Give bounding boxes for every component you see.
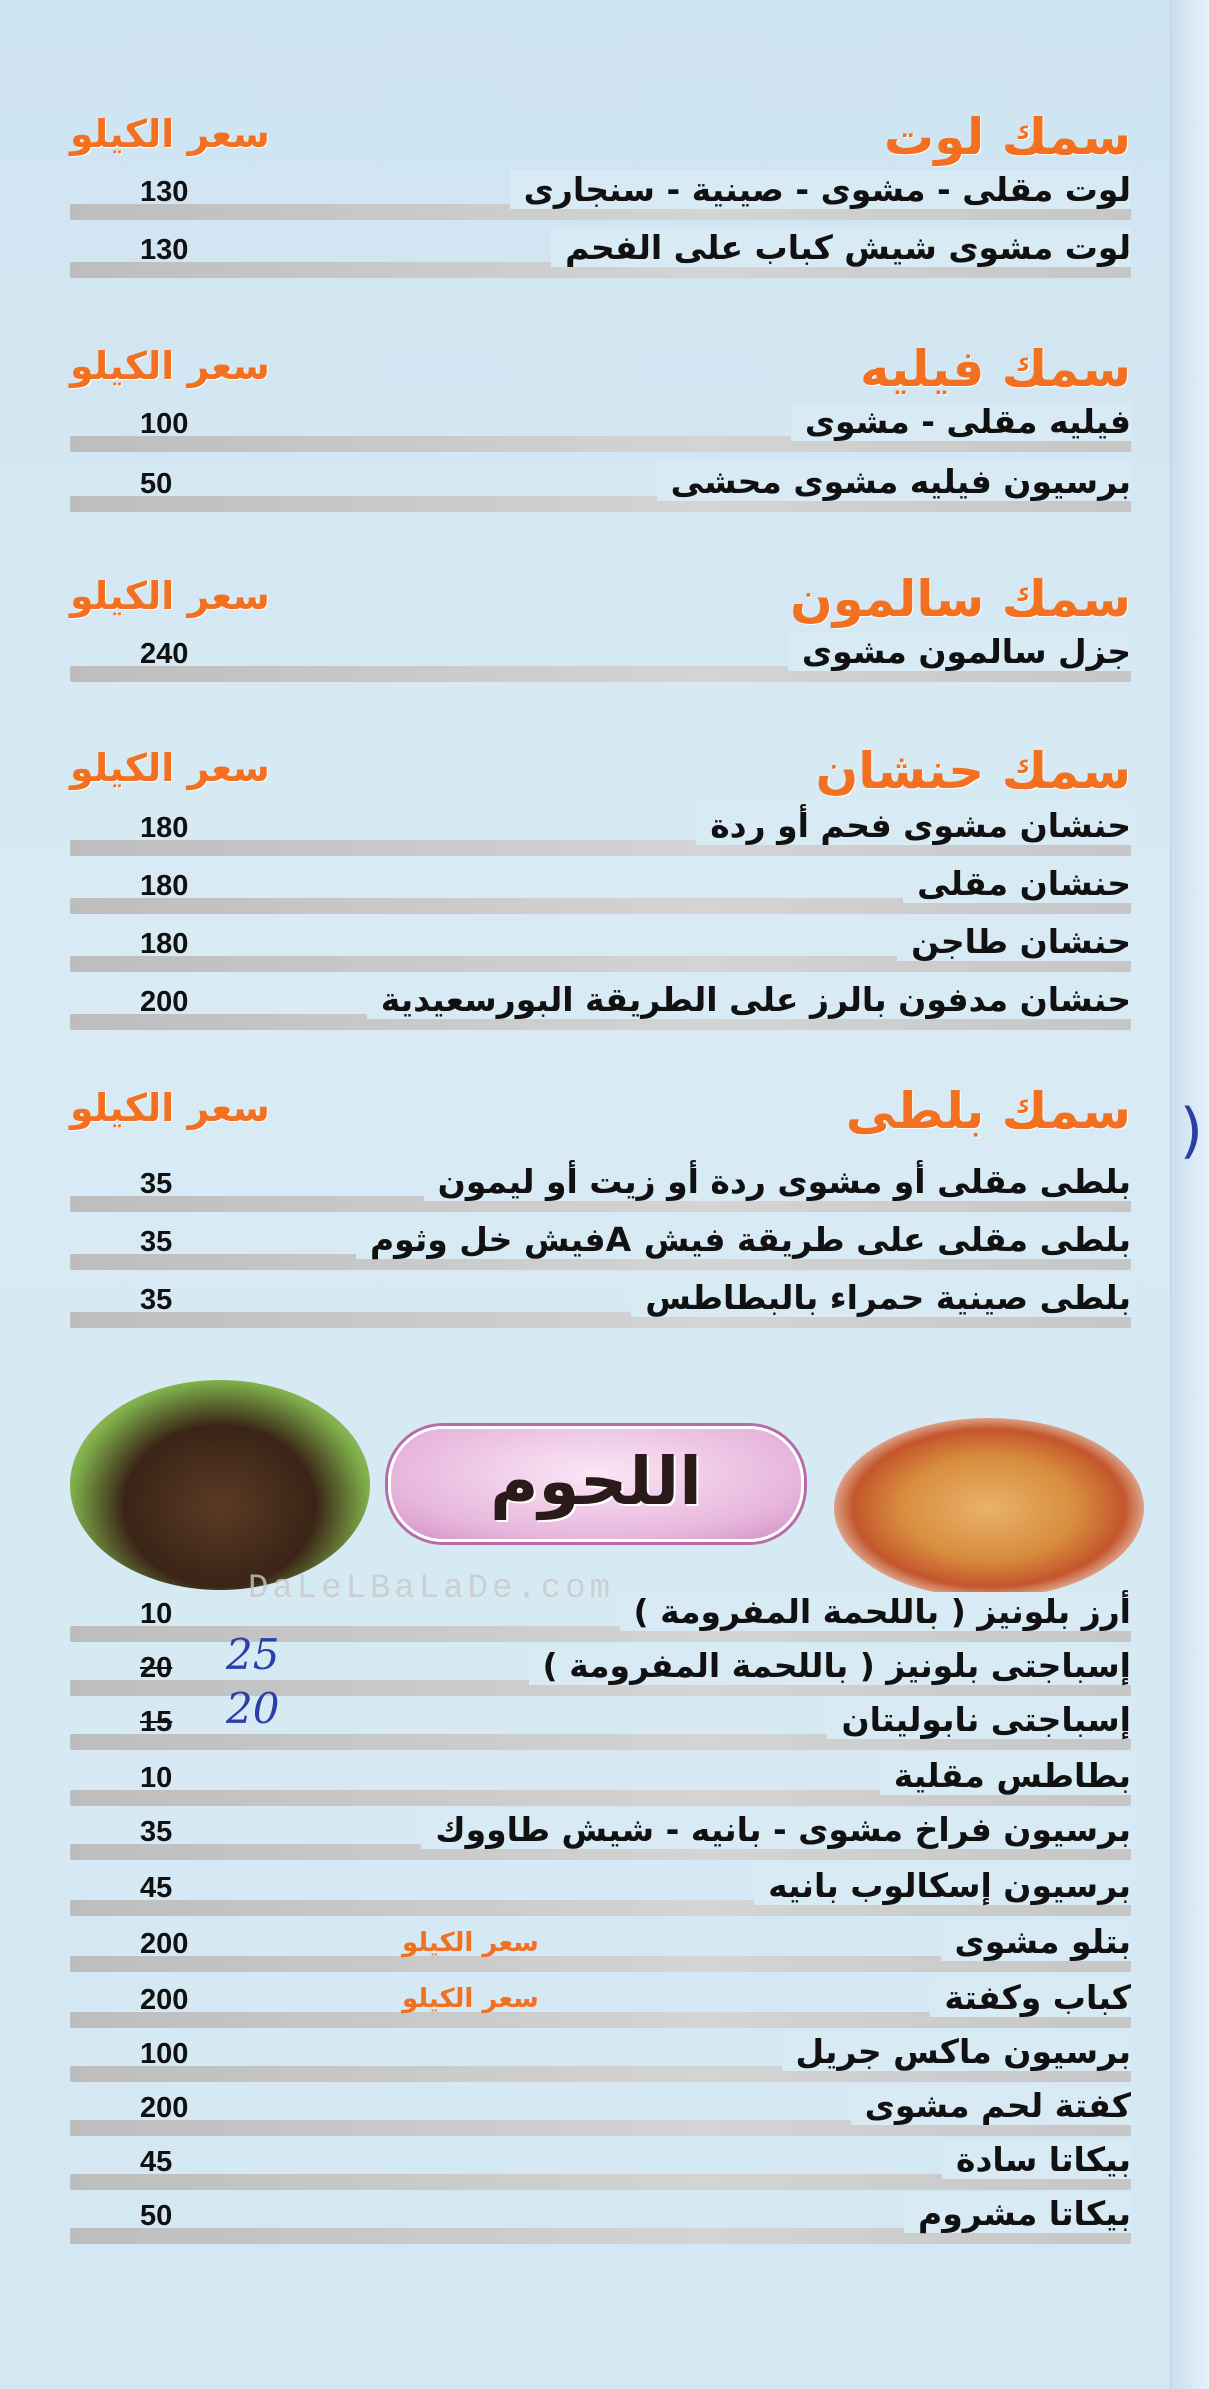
item-name: إسباجتى بلونيز ( باللحمة المفرومة ) [529, 1646, 1131, 1685]
item-price: 20 [140, 1652, 173, 1684]
menu-item [70, 632, 1131, 686]
item-price: 100 [140, 408, 189, 440]
item-price: 100 [140, 2038, 189, 2070]
meat-menu-item [70, 1866, 1131, 1920]
pen-margin-mark: ) [1179, 1096, 1203, 1166]
meat-menu-item [70, 1922, 1131, 1976]
item-price: 35 [140, 1816, 173, 1848]
menu-item [70, 402, 1131, 456]
item-price: 180 [140, 812, 189, 844]
item-price: 130 [140, 234, 189, 266]
item-price: 240 [140, 638, 189, 670]
item-price: 50 [140, 468, 173, 500]
item-price: 35 [140, 1168, 173, 1200]
section-header [70, 108, 1131, 178]
item-name: برسيون إسكالوب بانيه [754, 1866, 1131, 1905]
item-price: 45 [140, 1872, 173, 1904]
item-price: 200 [140, 1928, 189, 1960]
page-edge-strip [1170, 0, 1209, 2389]
item-name: برسيون ماكس جريل [782, 2032, 1132, 2071]
menu-item [70, 1220, 1131, 1274]
item-price: 180 [140, 870, 189, 902]
price-per-kilo-label: سعر الكيلو [70, 746, 270, 790]
item-name: بلطى مقلى أو مشوى ردة أو زيت أو ليمون [424, 1162, 1131, 1201]
section-header [70, 340, 1131, 410]
item-name: لوت مشوى شيش كباب على الفحم [551, 228, 1131, 267]
item-price: 50 [140, 2200, 173, 2232]
meat-menu-item [70, 2140, 1131, 2194]
item-price: 10 [140, 1598, 173, 1630]
item-price: 15 [140, 1706, 173, 1738]
section-title: سمك سالمون [790, 570, 1131, 628]
price-per-kilo-tag: سعر الكيلو [402, 1928, 539, 1958]
item-name: بيكاتا مشروم [904, 2194, 1131, 2233]
handwritten-price-correction: 20 [226, 1684, 280, 1733]
item-name: برسيون فيليه مشوى محشى [657, 462, 1131, 501]
price-per-kilo-label: سعر الكيلو [70, 344, 270, 388]
handwritten-price-correction: 25 [226, 1630, 280, 1679]
menu-item [70, 170, 1131, 224]
item-name: أرز بلونيز ( باللحمة المفرومة ) [620, 1592, 1131, 1631]
menu-item [70, 1278, 1131, 1332]
section-header [70, 742, 1131, 812]
price-per-kilo-label: سعر الكيلو [70, 112, 270, 156]
item-name: حنشان طاجن [897, 922, 1131, 961]
meat-menu-item [70, 2194, 1131, 2248]
menu-item [70, 462, 1131, 516]
item-name: بتلو مشوى [941, 1922, 1131, 1961]
item-price: 35 [140, 1284, 173, 1316]
section-title: سمك لوت [883, 108, 1131, 166]
meat-menu-item [70, 1978, 1131, 2032]
item-name: جزل سالمون مشوى [788, 632, 1131, 671]
price-per-kilo-label: سعر الكيلو [70, 1086, 270, 1130]
section-header [70, 570, 1131, 640]
item-name: لوت مقلى - مشوى - صينية - سنجارى [510, 170, 1131, 209]
section-title: سمك فيليه [860, 340, 1131, 398]
meat-section-title: اللحوم [490, 1443, 702, 1520]
meat-section-banner [388, 1426, 804, 1542]
item-name: حنشان مقلى [903, 864, 1131, 903]
section-header [70, 1082, 1131, 1152]
price-per-kilo-tag: سعر الكيلو [402, 1984, 539, 2014]
section-title: سمك حنشان [815, 742, 1131, 800]
item-name: فيليه مقلى - مشوى [791, 402, 1131, 441]
meat-menu-item [70, 1684, 1131, 1754]
item-name: بيكاتا سادة [942, 2140, 1131, 2179]
item-price: 180 [140, 928, 189, 960]
item-name: كفتة لحم مشوى [851, 2086, 1131, 2125]
item-price: 45 [140, 2146, 173, 2178]
meat-menu-item [70, 1756, 1131, 1810]
menu-item [70, 922, 1131, 976]
item-price: 35 [140, 1226, 173, 1258]
menu-item [70, 980, 1131, 1034]
item-name: إسباجتى نابوليتان [827, 1700, 1131, 1739]
item-name: حنشان مدفون بالرز على الطريقة البورسعيدية [367, 980, 1131, 1019]
item-name: حنشان مشوى فحم أو ردة [696, 806, 1131, 845]
menu-item [70, 1162, 1131, 1216]
section-title: سمك بلطى [845, 1082, 1131, 1140]
site-watermark: DaLeLBaLaDe.com [248, 1570, 615, 1608]
item-name: بطاطس مقلية [880, 1756, 1131, 1795]
grilled-meat-photo [70, 1380, 370, 1590]
item-price: 200 [140, 1984, 189, 2016]
item-price: 130 [140, 176, 189, 208]
meat-menu-item [70, 2032, 1131, 2086]
menu-item [70, 806, 1131, 860]
item-name: كباب وكفتة [930, 1978, 1131, 2017]
meat-menu-item [70, 2086, 1131, 2140]
price-per-kilo-label: سعر الكيلو [70, 574, 270, 618]
item-name: برسيون فراخ مشوى - بانيه - شيش طاووك [421, 1810, 1131, 1849]
item-price: 200 [140, 2092, 189, 2124]
menu-item [70, 228, 1131, 282]
item-name: بلطى صينية حمراء بالبطاطس [631, 1278, 1131, 1317]
item-price: 200 [140, 986, 189, 1018]
seafood-pasta-photo [834, 1418, 1144, 1598]
meat-menu-item [70, 1810, 1131, 1864]
item-name: بلطى مقلى على طريقة فيش Aفيش خل وثوم [356, 1220, 1131, 1259]
menu-item [70, 864, 1131, 918]
item-price: 10 [140, 1762, 173, 1794]
